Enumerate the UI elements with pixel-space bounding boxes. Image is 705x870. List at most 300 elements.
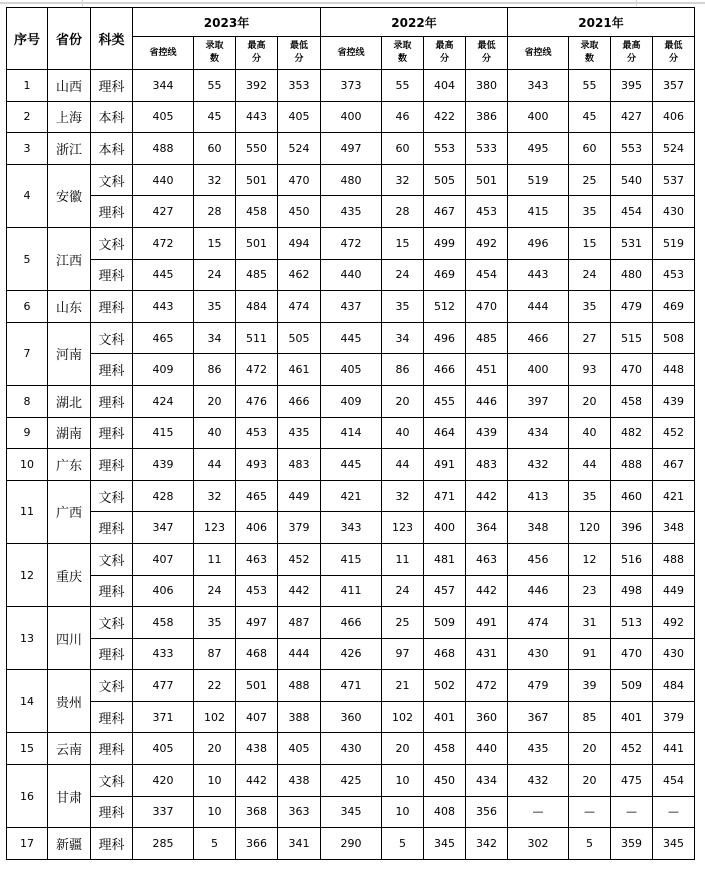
year-2021-highest-score: 460 bbox=[611, 480, 653, 512]
year-2021-admitted-count: 35 bbox=[569, 291, 611, 323]
year-2021-highest-score: 454 bbox=[611, 196, 653, 228]
year-2021-lowest-score: 345 bbox=[653, 828, 695, 860]
year-2023-admitted-count: 102 bbox=[194, 701, 236, 733]
subheader-label: 数 bbox=[397, 54, 407, 64]
admission-score-table bbox=[6, 7, 695, 860]
province-cell: 新疆 bbox=[48, 828, 91, 860]
header-year-2022: 2022年 bbox=[321, 8, 508, 37]
table-row bbox=[7, 354, 695, 386]
row-index: 3 bbox=[7, 133, 48, 165]
category-cell: 文科 bbox=[91, 543, 133, 575]
year-2022-admitted-count: 20 bbox=[382, 385, 424, 417]
year-2022-admitted-count: 28 bbox=[382, 196, 424, 228]
table-row bbox=[7, 701, 695, 733]
year-2022-lowest-score: 364 bbox=[466, 512, 508, 544]
year-2023-lowest-score: 363 bbox=[278, 796, 321, 828]
subheader-label: 最高 bbox=[622, 41, 641, 51]
year-2023-lowest-score: 438 bbox=[278, 765, 321, 797]
year-2022-provincial-control-line: 343 bbox=[321, 512, 382, 544]
year-2022-lowest-score: 454 bbox=[466, 259, 508, 291]
year-2021-admitted-count: 39 bbox=[569, 670, 611, 702]
year-2021-highest-score: 359 bbox=[611, 828, 653, 860]
year-2021-provincial-control-line: 400 bbox=[508, 354, 569, 386]
category-cell: 理科 bbox=[91, 354, 133, 386]
year-2023-lowest-score: 488 bbox=[278, 670, 321, 702]
year-2023-admitted-count: 40 bbox=[194, 417, 236, 449]
year-2022-highest-score: 505 bbox=[424, 164, 466, 196]
year-2022-admitted-count: 60 bbox=[382, 133, 424, 165]
year-2021-provincial-control-line: 430 bbox=[508, 638, 569, 670]
table-row bbox=[7, 796, 695, 828]
province-cell: 甘肃 bbox=[48, 765, 91, 828]
category-cell: 理科 bbox=[91, 796, 133, 828]
year-2023-provincial-control-line: 428 bbox=[133, 480, 194, 512]
year-2021-provincial-control-line: 466 bbox=[508, 322, 569, 354]
subheader-label: 分 bbox=[626, 54, 636, 64]
year-2022-admitted-count: 24 bbox=[382, 259, 424, 291]
year-2021-highest-score: 516 bbox=[611, 543, 653, 575]
year-2022-admitted-count: 11 bbox=[382, 543, 424, 575]
year-2022-provincial-control-line: 435 bbox=[321, 196, 382, 228]
year-2021-provincial-control-line: 302 bbox=[508, 828, 569, 860]
year-2022-admitted-count: 32 bbox=[382, 164, 424, 196]
year-2022-admitted-count: 123 bbox=[382, 512, 424, 544]
year-2021-admitted-count: — bbox=[569, 796, 611, 828]
subheader-label: 最低 bbox=[477, 41, 496, 51]
table-row bbox=[7, 322, 695, 354]
year-2021-provincial-control-line: 443 bbox=[508, 259, 569, 291]
year-2023-highest-score: 438 bbox=[236, 733, 278, 765]
year-2023-lowest-score: 353 bbox=[278, 70, 321, 102]
year-2022-provincial-control-line: 425 bbox=[321, 765, 382, 797]
year-2022-admitted-count: 20 bbox=[382, 733, 424, 765]
year-2023-provincial-control-line: 407 bbox=[133, 543, 194, 575]
year-2023-highest-score: 407 bbox=[236, 701, 278, 733]
year-2022-provincial-control-line: 421 bbox=[321, 480, 382, 512]
year-2023-provincial-control-line: 472 bbox=[133, 227, 194, 259]
year-2021-lowest-score: 454 bbox=[653, 765, 695, 797]
year-2022-admitted-count: 35 bbox=[382, 291, 424, 323]
table-row bbox=[7, 417, 695, 449]
category-cell: 本科 bbox=[91, 133, 133, 165]
year-2021-highest-score: 452 bbox=[611, 733, 653, 765]
subheader-provincial-control-line bbox=[508, 37, 569, 70]
year-2022-lowest-score: 463 bbox=[466, 543, 508, 575]
year-2022-admitted-count: 15 bbox=[382, 227, 424, 259]
year-2022-highest-score: 455 bbox=[424, 385, 466, 417]
year-2023-highest-score: 476 bbox=[236, 385, 278, 417]
subheader-highest-score bbox=[236, 37, 278, 70]
year-2022-provincial-control-line: 426 bbox=[321, 638, 382, 670]
year-2021-lowest-score: 448 bbox=[653, 354, 695, 386]
table-row bbox=[7, 196, 695, 228]
province-cell: 四川 bbox=[48, 607, 91, 670]
year-2021-lowest-score: 484 bbox=[653, 670, 695, 702]
year-2021-admitted-count: 15 bbox=[569, 227, 611, 259]
year-2023-provincial-control-line: 465 bbox=[133, 322, 194, 354]
year-2021-admitted-count: 12 bbox=[569, 543, 611, 575]
year-2022-provincial-control-line: 290 bbox=[321, 828, 382, 860]
year-2023-provincial-control-line: 477 bbox=[133, 670, 194, 702]
year-2022-highest-score: 502 bbox=[424, 670, 466, 702]
subheader-label: 最高 bbox=[435, 41, 454, 51]
year-2023-admitted-count: 24 bbox=[194, 575, 236, 607]
category-cell: 理科 bbox=[91, 512, 133, 544]
year-2022-admitted-count: 46 bbox=[382, 101, 424, 133]
year-2021-admitted-count: 45 bbox=[569, 101, 611, 133]
year-2022-lowest-score: 386 bbox=[466, 101, 508, 133]
gridline-tick bbox=[82, 0, 83, 6]
subheader-label: 录取 bbox=[393, 41, 412, 51]
subheader-highest-score bbox=[611, 37, 653, 70]
year-2023-admitted-count: 35 bbox=[194, 291, 236, 323]
year-2021-admitted-count: 5 bbox=[569, 828, 611, 860]
table-row bbox=[7, 164, 695, 196]
year-2021-admitted-count: 44 bbox=[569, 449, 611, 481]
table-row bbox=[7, 101, 695, 133]
table-row bbox=[7, 638, 695, 670]
row-index: 10 bbox=[7, 449, 48, 481]
year-2023-highest-score: 453 bbox=[236, 417, 278, 449]
category-cell: 理科 bbox=[91, 701, 133, 733]
province-cell: 广西 bbox=[48, 480, 91, 543]
year-2023-provincial-control-line: 405 bbox=[133, 101, 194, 133]
year-2022-admitted-count: 10 bbox=[382, 796, 424, 828]
province-cell: 广东 bbox=[48, 449, 91, 481]
year-2023-provincial-control-line: 371 bbox=[133, 701, 194, 733]
year-2022-admitted-count: 34 bbox=[382, 322, 424, 354]
year-2022-provincial-control-line: 411 bbox=[321, 575, 382, 607]
year-2023-highest-score: 511 bbox=[236, 322, 278, 354]
year-2023-admitted-count: 123 bbox=[194, 512, 236, 544]
subheader-provincial-control-line bbox=[133, 37, 194, 70]
year-2021-lowest-score: 379 bbox=[653, 701, 695, 733]
year-2023-lowest-score: 388 bbox=[278, 701, 321, 733]
year-2022-highest-score: 469 bbox=[424, 259, 466, 291]
year-2023-lowest-score: 494 bbox=[278, 227, 321, 259]
year-2021-admitted-count: 35 bbox=[569, 480, 611, 512]
row-index: 14 bbox=[7, 670, 48, 733]
year-2021-admitted-count: 91 bbox=[569, 638, 611, 670]
subheader-label: 分 bbox=[251, 54, 261, 64]
table-row bbox=[7, 765, 695, 797]
year-2021-admitted-count: 93 bbox=[569, 354, 611, 386]
year-2021-provincial-control-line: 495 bbox=[508, 133, 569, 165]
year-2022-highest-score: 467 bbox=[424, 196, 466, 228]
year-2023-highest-score: 443 bbox=[236, 101, 278, 133]
year-2021-provincial-control-line: 446 bbox=[508, 575, 569, 607]
year-2022-admitted-count: 55 bbox=[382, 70, 424, 102]
province-cell: 云南 bbox=[48, 733, 91, 765]
year-2021-admitted-count: 20 bbox=[569, 385, 611, 417]
year-2021-lowest-score: 469 bbox=[653, 291, 695, 323]
year-2023-provincial-control-line: 458 bbox=[133, 607, 194, 639]
year-2023-provincial-control-line: 405 bbox=[133, 733, 194, 765]
year-2022-admitted-count: 10 bbox=[382, 765, 424, 797]
row-index: 9 bbox=[7, 417, 48, 449]
year-2023-admitted-count: 5 bbox=[194, 828, 236, 860]
year-2023-lowest-score: 505 bbox=[278, 322, 321, 354]
province-cell: 湖北 bbox=[48, 385, 91, 417]
header-category: 科类 bbox=[91, 8, 133, 70]
year-2022-provincial-control-line: 409 bbox=[321, 385, 382, 417]
year-2021-lowest-score: 519 bbox=[653, 227, 695, 259]
year-2022-admitted-count: 44 bbox=[382, 449, 424, 481]
year-2023-admitted-count: 20 bbox=[194, 733, 236, 765]
year-2021-highest-score: 553 bbox=[611, 133, 653, 165]
category-cell: 理科 bbox=[91, 449, 133, 481]
year-2022-lowest-score: 483 bbox=[466, 449, 508, 481]
year-2021-lowest-score: 421 bbox=[653, 480, 695, 512]
year-2023-highest-score: 406 bbox=[236, 512, 278, 544]
year-2022-highest-score: 450 bbox=[424, 765, 466, 797]
year-2022-provincial-control-line: 437 bbox=[321, 291, 382, 323]
year-2021-highest-score: 470 bbox=[611, 638, 653, 670]
year-2022-highest-score: 457 bbox=[424, 575, 466, 607]
row-index: 12 bbox=[7, 543, 48, 606]
table-row bbox=[7, 733, 695, 765]
category-cell: 理科 bbox=[91, 733, 133, 765]
row-index: 6 bbox=[7, 291, 48, 323]
table-row bbox=[7, 385, 695, 417]
category-cell: 理科 bbox=[91, 196, 133, 228]
subheader-highest-score bbox=[424, 37, 466, 70]
table-row bbox=[7, 575, 695, 607]
category-cell: 理科 bbox=[91, 259, 133, 291]
year-2023-lowest-score: 341 bbox=[278, 828, 321, 860]
year-2023-lowest-score: 435 bbox=[278, 417, 321, 449]
province-cell: 湖南 bbox=[48, 417, 91, 449]
subheader-provincial-control-line bbox=[321, 37, 382, 70]
year-2021-lowest-score: 406 bbox=[653, 101, 695, 133]
year-2021-lowest-score: 452 bbox=[653, 417, 695, 449]
row-index: 8 bbox=[7, 385, 48, 417]
year-2022-provincial-control-line: 405 bbox=[321, 354, 382, 386]
year-2021-lowest-score: 508 bbox=[653, 322, 695, 354]
year-2021-highest-score: 480 bbox=[611, 259, 653, 291]
year-2021-provincial-control-line: 496 bbox=[508, 227, 569, 259]
subheader-lowest-score bbox=[466, 37, 508, 70]
year-2022-lowest-score: 446 bbox=[466, 385, 508, 417]
year-2021-provincial-control-line: 435 bbox=[508, 733, 569, 765]
year-2023-provincial-control-line: 420 bbox=[133, 765, 194, 797]
year-2021-lowest-score: 357 bbox=[653, 70, 695, 102]
row-index: 5 bbox=[7, 227, 48, 290]
year-2021-provincial-control-line: 415 bbox=[508, 196, 569, 228]
year-2023-provincial-control-line: 347 bbox=[133, 512, 194, 544]
year-2022-highest-score: 512 bbox=[424, 291, 466, 323]
year-2023-lowest-score: 405 bbox=[278, 733, 321, 765]
year-2022-admitted-count: 97 bbox=[382, 638, 424, 670]
province-cell: 山东 bbox=[48, 291, 91, 323]
category-cell: 文科 bbox=[91, 322, 133, 354]
year-2022-highest-score: 468 bbox=[424, 638, 466, 670]
year-2022-highest-score: 499 bbox=[424, 227, 466, 259]
year-2021-admitted-count: 31 bbox=[569, 607, 611, 639]
year-2021-provincial-control-line: 474 bbox=[508, 607, 569, 639]
year-2021-highest-score: 498 bbox=[611, 575, 653, 607]
year-2022-lowest-score: 472 bbox=[466, 670, 508, 702]
year-2023-lowest-score: 405 bbox=[278, 101, 321, 133]
year-2021-lowest-score: 449 bbox=[653, 575, 695, 607]
year-2022-lowest-score: 440 bbox=[466, 733, 508, 765]
year-2021-admitted-count: 60 bbox=[569, 133, 611, 165]
year-2023-highest-score: 453 bbox=[236, 575, 278, 607]
year-2022-provincial-control-line: 415 bbox=[321, 543, 382, 575]
category-cell: 文科 bbox=[91, 607, 133, 639]
year-2023-provincial-control-line: 433 bbox=[133, 638, 194, 670]
year-2023-admitted-count: 15 bbox=[194, 227, 236, 259]
year-2022-highest-score: 408 bbox=[424, 796, 466, 828]
year-2021-provincial-control-line: 432 bbox=[508, 449, 569, 481]
year-2023-lowest-score: 474 bbox=[278, 291, 321, 323]
year-2021-admitted-count: 23 bbox=[569, 575, 611, 607]
year-2021-highest-score: 427 bbox=[611, 101, 653, 133]
year-2023-lowest-score: 462 bbox=[278, 259, 321, 291]
gridline-tick bbox=[636, 0, 637, 6]
year-2023-admitted-count: 28 bbox=[194, 196, 236, 228]
subheader-label: 数 bbox=[209, 54, 219, 64]
header-year-2021: 2021年 bbox=[508, 8, 695, 37]
year-2021-admitted-count: 20 bbox=[569, 765, 611, 797]
year-2023-provincial-control-line: 285 bbox=[133, 828, 194, 860]
year-2023-highest-score: 465 bbox=[236, 480, 278, 512]
subheader-label: 录取 bbox=[580, 41, 599, 51]
year-2023-lowest-score: 442 bbox=[278, 575, 321, 607]
year-2023-highest-score: 485 bbox=[236, 259, 278, 291]
year-2021-admitted-count: 20 bbox=[569, 733, 611, 765]
row-index: 17 bbox=[7, 828, 48, 860]
table-row bbox=[7, 133, 695, 165]
subheader-label: 省控线 bbox=[524, 47, 552, 58]
year-2023-provincial-control-line: 344 bbox=[133, 70, 194, 102]
table-row bbox=[7, 70, 695, 102]
year-2021-highest-score: 515 bbox=[611, 322, 653, 354]
year-2023-admitted-count: 60 bbox=[194, 133, 236, 165]
year-2022-lowest-score: 342 bbox=[466, 828, 508, 860]
category-cell: 理科 bbox=[91, 385, 133, 417]
year-2021-lowest-score: 467 bbox=[653, 449, 695, 481]
province-cell: 安徽 bbox=[48, 164, 91, 227]
province-cell: 上海 bbox=[48, 101, 91, 133]
year-2022-highest-score: 481 bbox=[424, 543, 466, 575]
year-2022-provincial-control-line: 445 bbox=[321, 449, 382, 481]
year-2023-provincial-control-line: 337 bbox=[133, 796, 194, 828]
year-2021-lowest-score: 430 bbox=[653, 638, 695, 670]
year-2021-highest-score: 531 bbox=[611, 227, 653, 259]
year-2023-highest-score: 497 bbox=[236, 607, 278, 639]
year-2023-highest-score: 501 bbox=[236, 227, 278, 259]
year-2021-provincial-control-line: 519 bbox=[508, 164, 569, 196]
year-2021-highest-score: 470 bbox=[611, 354, 653, 386]
subheader-label: 分 bbox=[294, 54, 304, 64]
year-2023-highest-score: 468 bbox=[236, 638, 278, 670]
header-index: 序号 bbox=[7, 8, 48, 70]
table-row bbox=[7, 449, 695, 481]
year-2022-highest-score: 496 bbox=[424, 322, 466, 354]
year-2021-highest-score: 513 bbox=[611, 607, 653, 639]
year-2021-lowest-score: 492 bbox=[653, 607, 695, 639]
year-2022-admitted-count: 25 bbox=[382, 607, 424, 639]
year-2023-lowest-score: 466 bbox=[278, 385, 321, 417]
year-2022-lowest-score: 451 bbox=[466, 354, 508, 386]
header-province: 省份 bbox=[48, 8, 91, 70]
year-2023-provincial-control-line: 440 bbox=[133, 164, 194, 196]
year-2021-provincial-control-line: 348 bbox=[508, 512, 569, 544]
year-2022-admitted-count: 5 bbox=[382, 828, 424, 860]
year-2022-highest-score: 345 bbox=[424, 828, 466, 860]
year-2021-highest-score: 396 bbox=[611, 512, 653, 544]
year-2021-lowest-score: 441 bbox=[653, 733, 695, 765]
year-2021-highest-score: 540 bbox=[611, 164, 653, 196]
year-2021-admitted-count: 27 bbox=[569, 322, 611, 354]
year-2023-highest-score: 472 bbox=[236, 354, 278, 386]
year-2021-highest-score: 401 bbox=[611, 701, 653, 733]
row-index: 4 bbox=[7, 164, 48, 227]
year-2023-admitted-count: 11 bbox=[194, 543, 236, 575]
table-row bbox=[7, 512, 695, 544]
year-2021-provincial-control-line: 444 bbox=[508, 291, 569, 323]
year-2021-lowest-score: — bbox=[653, 796, 695, 828]
year-2021-admitted-count: 24 bbox=[569, 259, 611, 291]
subheader-admitted-count bbox=[382, 37, 424, 70]
table-row bbox=[7, 227, 695, 259]
year-2021-admitted-count: 35 bbox=[569, 196, 611, 228]
year-2023-provincial-control-line: 439 bbox=[133, 449, 194, 481]
table-body bbox=[7, 70, 695, 860]
year-2023-admitted-count: 10 bbox=[194, 796, 236, 828]
subheader-label: 最高 bbox=[247, 41, 266, 51]
table-row bbox=[7, 480, 695, 512]
category-cell: 理科 bbox=[91, 417, 133, 449]
year-2022-lowest-score: 442 bbox=[466, 480, 508, 512]
year-2021-provincial-control-line: 397 bbox=[508, 385, 569, 417]
year-2023-admitted-count: 45 bbox=[194, 101, 236, 133]
year-2021-admitted-count: 40 bbox=[569, 417, 611, 449]
year-2023-provincial-control-line: 409 bbox=[133, 354, 194, 386]
year-2023-highest-score: 392 bbox=[236, 70, 278, 102]
year-2022-admitted-count: 21 bbox=[382, 670, 424, 702]
year-2022-highest-score: 401 bbox=[424, 701, 466, 733]
year-2023-provincial-control-line: 424 bbox=[133, 385, 194, 417]
year-2021-lowest-score: 430 bbox=[653, 196, 695, 228]
year-2022-admitted-count: 24 bbox=[382, 575, 424, 607]
year-2022-provincial-control-line: 440 bbox=[321, 259, 382, 291]
year-2022-lowest-score: 439 bbox=[466, 417, 508, 449]
year-2021-highest-score: 482 bbox=[611, 417, 653, 449]
subheader-admitted-count bbox=[194, 37, 236, 70]
year-2023-admitted-count: 22 bbox=[194, 670, 236, 702]
year-2022-highest-score: 458 bbox=[424, 733, 466, 765]
year-2022-lowest-score: 380 bbox=[466, 70, 508, 102]
year-2021-provincial-control-line: 343 bbox=[508, 70, 569, 102]
subheader-label: 录取 bbox=[205, 41, 224, 51]
year-2023-admitted-count: 44 bbox=[194, 449, 236, 481]
year-2021-provincial-control-line: 479 bbox=[508, 670, 569, 702]
year-2023-provincial-control-line: 415 bbox=[133, 417, 194, 449]
year-2023-admitted-count: 32 bbox=[194, 164, 236, 196]
row-index: 15 bbox=[7, 733, 48, 765]
year-2022-provincial-control-line: 373 bbox=[321, 70, 382, 102]
year-2021-lowest-score: 537 bbox=[653, 164, 695, 196]
year-2022-admitted-count: 32 bbox=[382, 480, 424, 512]
year-2023-lowest-score: 470 bbox=[278, 164, 321, 196]
subheader-label: 省控线 bbox=[149, 47, 177, 58]
year-2022-lowest-score: 501 bbox=[466, 164, 508, 196]
table-row bbox=[7, 259, 695, 291]
category-cell: 理科 bbox=[91, 828, 133, 860]
year-2021-provincial-control-line: 400 bbox=[508, 101, 569, 133]
